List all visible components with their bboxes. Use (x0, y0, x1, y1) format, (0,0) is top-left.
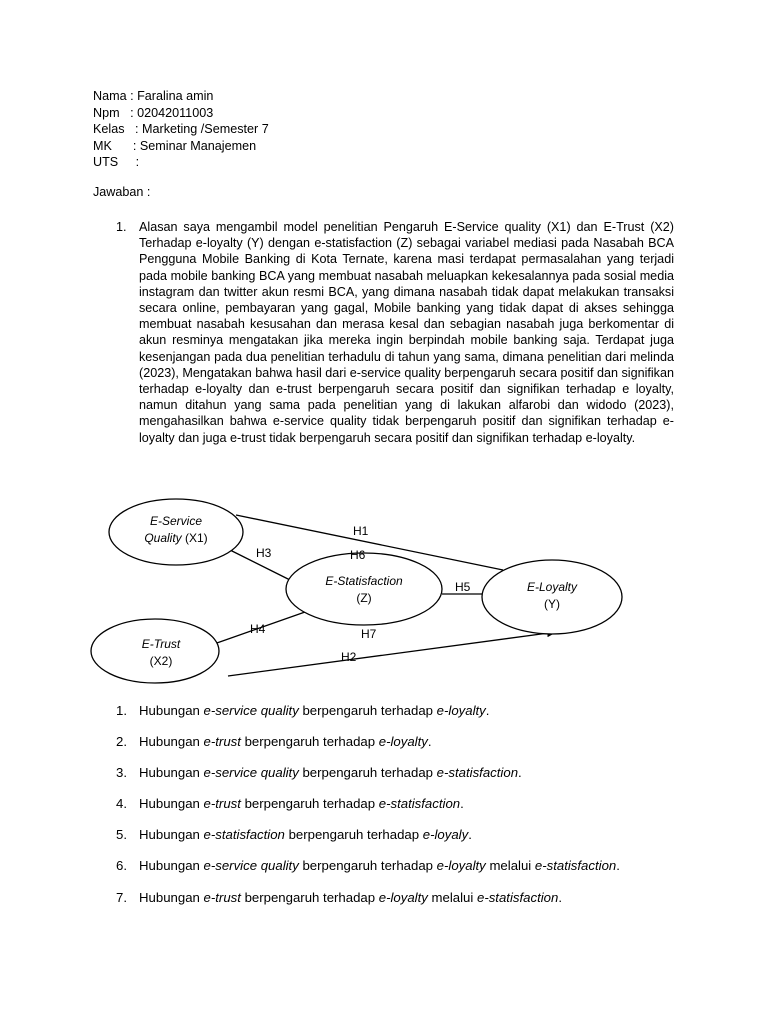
hypothesis-text-part: Hubungan (139, 796, 204, 811)
info-row-nama: Nama : Faralina amin (93, 89, 214, 103)
hypothesis-text-part: berpengaruh terhadap (240, 890, 379, 905)
hypothesis-text-part: Hubungan (139, 858, 204, 873)
path-h2 (228, 632, 556, 676)
hypothesis-number: 2. (116, 734, 127, 749)
hypothesis-text-part: e-service quality (203, 858, 299, 873)
info-value: Marketing /Semester 7 (142, 122, 269, 136)
hypothesis-text-part: berpengaruh terhadap (298, 858, 437, 873)
hypothesis-text-part: berpengaruh terhadap (240, 796, 379, 811)
hypothesis-text-part: e-statisfaction (436, 765, 519, 780)
node-x2-line2: (X2) (149, 654, 173, 668)
hypothesis-text-part: e-loyalty (436, 703, 486, 718)
label-h3: H3 (256, 546, 272, 560)
hypothesis-text-part: e-loyalty (378, 890, 428, 905)
node-x1-line2: Quality (X1) (144, 531, 208, 545)
info-label: Nama (93, 89, 127, 103)
info-value: Faralina amin (137, 89, 214, 103)
hypothesis-text-part: . (427, 734, 432, 749)
hypothesis-item (116, 734, 432, 749)
hypothesis-number: 4. (116, 796, 127, 811)
info-label: Kelas (93, 122, 125, 136)
hypothesis-number: 1. (116, 703, 127, 718)
label-h4: H4 (250, 622, 266, 636)
hypothesis-text-part: Hubungan (139, 703, 204, 718)
hypothesis-text-part: e-loyaly (422, 827, 469, 842)
hypothesis-text-part: Hubungan (139, 827, 204, 842)
info-value: Seminar Manajemen (139, 138, 257, 153)
node-y-line1: E-Loyalty (526, 580, 578, 594)
hypothesis-text-part: Hubungan (139, 734, 204, 749)
hypothesis-text-part: berpengaruh terhadap (240, 734, 379, 749)
hypothesis-text-part: berpengaruh terhadap (298, 703, 437, 718)
hypothesis-text-part: melalui (427, 890, 477, 905)
hypothesis-text-part: e-service quality (203, 765, 299, 780)
hypothesis-number: 6. (116, 858, 127, 873)
hypothesis-item (116, 890, 562, 905)
hypothesis-text-part: berpengaruh terhadap (284, 827, 423, 842)
hypothesis-text-part: e-statisfaction (378, 796, 461, 811)
hypothesis-text-part: e-statisfaction (534, 858, 617, 873)
hypothesis-number: 5. (116, 827, 127, 842)
hypothesis-item (116, 858, 620, 873)
hypothesis-text-part: . (518, 765, 522, 780)
node-x2 (91, 619, 219, 683)
hypothesis-text-part: melalui (485, 858, 535, 873)
hypothesis-text-part: e-trust (203, 796, 241, 811)
node-z-line2: (Z) (356, 591, 372, 605)
label-h5: H5 (455, 580, 471, 594)
label-h1: H1 (353, 524, 369, 538)
hypothesis-text-part: e-service quality (203, 703, 299, 718)
node-x1-line1: E-Service (149, 514, 203, 528)
node-y-line2: (Y) (544, 597, 560, 611)
label-h7: H7 (361, 627, 377, 641)
info-label: Npm (93, 105, 120, 120)
hypothesis-text-part: Hubungan (139, 890, 204, 905)
hypothesis-text-part: Hubungan (139, 765, 204, 780)
hypothesis-text-part: e-statisfaction (476, 890, 559, 905)
hypothesis-text-part: . (468, 827, 472, 842)
info-value: 02042011003 (137, 105, 214, 120)
hypothesis-text-part: e-trust (203, 734, 241, 749)
hypothesis-text-part: e-loyalty (436, 858, 486, 873)
hypothesis-text-part: e-statisfaction (203, 827, 285, 842)
label-h2: H2 (341, 650, 357, 664)
hypothesis-item (116, 765, 522, 780)
hypothesis-text-part: berpengaruh terhadap (298, 765, 437, 780)
hypothesis-item (116, 796, 464, 811)
hypothesis-text-part: . (460, 796, 464, 811)
hypothesis-text-part: . (616, 858, 620, 873)
hypothesis-number: 3. (116, 765, 127, 780)
node-x2-line1: E-Trust (141, 637, 181, 651)
info-label: MK (93, 138, 112, 153)
info-row-npm: Npm : 02042011003 (93, 105, 214, 120)
label-h6: H6 (350, 548, 366, 562)
info-label: UTS (93, 155, 119, 169)
hypothesis-text-part: . (485, 703, 490, 718)
hypothesis-text-part: . (558, 890, 563, 905)
hypothesis-text-part: e-trust (203, 890, 241, 905)
hypothesis-item (116, 827, 472, 842)
node-z (286, 553, 442, 625)
hypothesis-number: 7. (116, 890, 127, 905)
jawaban-label: Jawaban : (93, 185, 151, 199)
node-z-line1: E-Statisfaction (325, 574, 403, 588)
answer-number: 1. (116, 220, 127, 234)
hypothesis-text-part: e-loyalty (378, 734, 428, 749)
answer-text: Alasan saya mengambil model penelitian Pengaruh E-Service quality (X1) dan E-Trust (X2) Terhadap e-loyalty (Y) dengan e-statisfaction (Z) sebagai variabel mediasi pada Nasabah BCA Pengguna Mobile Banking di Kota Ternate, karena masi terdapat permasalahan yang terjadi pada mobile banking BCA yang membuat nasabah meluapkan kekesalannya pada sosial media instagram dan twitter akun resmi BCA, yang dimana nasabah tidak dapat melakukan transaksi secara online, pembayaran yang gagal, Mobile banking yang tidak dapat di akses sehingga membuat nasabah kesusahan dan merasa kesal dan sebagian nasabah juga berkomentar di akun resminya mengatakan jika mereka ingin berpindah mobile banking saja. Terdapat juga kesenjangan pada dua penelitian terhadulu di tahun yang sama, dimana penelitian dari melinda (2023), Mengatakan bahwa hasil dari e-service quality berpengaruh secara positif dan signifikan terhadap e-loyalty dan e-trust berpengaruh secara positif dan signifikan terhadap e loyalty, namun ditahun yang sama pada penelitian yang di lakukan alfarobi dan widodo (2023), mengahasilkan bahwa e-service quality tidak berpengaruh positif dan signifikan terhadap e-loyalty dan juga e-trust tidak berpengaruh secara positif dan signifikan terhadap e-loyalty. (139, 220, 674, 445)
info-row-uts: UTS : (93, 155, 143, 169)
hypothesis-item (116, 703, 489, 718)
info-row-kelas: Kelas : Marketing /Semester 7 (93, 122, 269, 136)
info-row-mk: MK : Seminar Manajemen (93, 138, 257, 153)
